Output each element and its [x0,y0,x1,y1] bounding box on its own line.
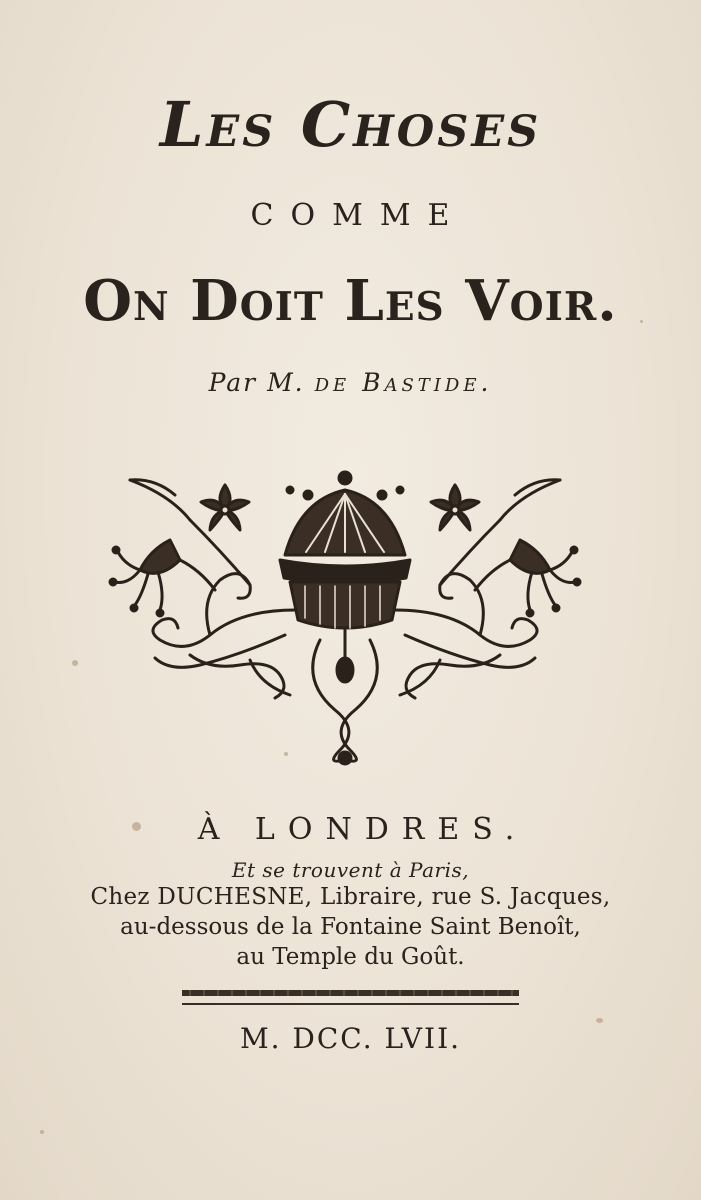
imprint-line-5: au Temple du Goût. [236,944,465,970]
floral-shell-vignette-icon [100,460,590,770]
publication-date: M. DCC. LVII. [239,1022,462,1055]
title-line-2: COMME [250,198,467,233]
title-line-1: Les Choses [159,88,542,161]
divider-rule [182,1003,519,1005]
author-prefix: Par M. [208,368,305,397]
imprint-line-2: Et se trouvent à Paris, [231,858,470,882]
paper-speck [72,660,78,666]
ornamental-rule [182,990,519,996]
author-line [0,368,701,397]
imprint-city: À LONDRES. [197,812,528,847]
imprint-line-3: Chez DUCHESNE, Libraire, rue S. Jacques, [90,884,611,910]
imprint-line-4: au-dessous de la Fontaine Saint Benoît, [120,914,581,940]
author-name: de Bastide. [314,368,493,397]
title-line-3: On Doit Les Voir. [83,268,618,334]
paper-speck [40,1130,44,1134]
